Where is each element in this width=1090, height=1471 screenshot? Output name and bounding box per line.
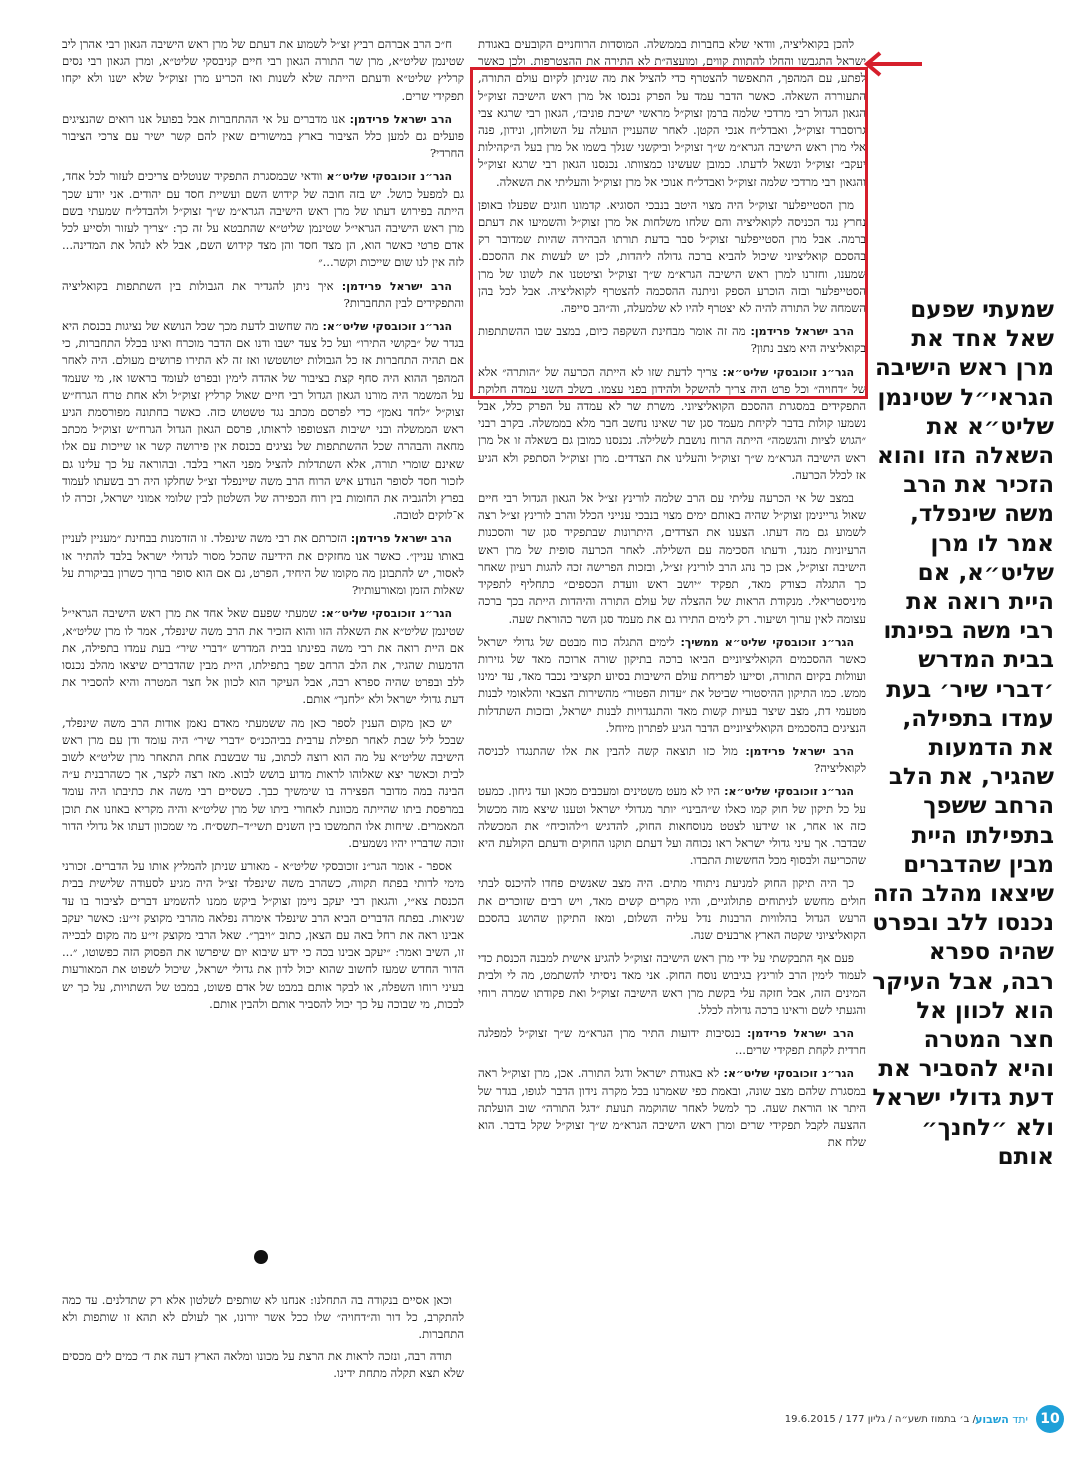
paragraph-text: איך ניתן להגדיר את הגבולות בין השתתפות בקואליציה והתפקידים לבין התחברות? (62, 278, 464, 310)
paragraph (478, 634, 866, 737)
paragraph (62, 36, 464, 105)
paragraph (62, 715, 464, 853)
paragraph-text: פעם אף התבקשתי על ידי מרן ראש הישיבה זצוק״ל להגיע אישית למבנה הכנסת כדי לעמוד לימין הרב לורינץ בגיבוש נוסח החוק. אני מאד ניסיתי להשתמט, מה לי ולבית המינים הזה, אבל חזקה עלי בקשת מרן ראש הישיבה זצוק״ל ואת פקודתו שמרה רוחי והגעתי לשם וראינו ברכה גדולה לכלל. (478, 951, 866, 1017)
paragraph-text: מה זה אומר מבחינת השקפה כיום, במצב שבו ההשתתפות בקואליציה היא מצב נתון? (478, 324, 866, 356)
speaker-label: הגר״נ זוכובסקי שליט״א: (321, 607, 453, 621)
paragraph (62, 168, 464, 271)
paragraph (62, 1348, 464, 1382)
speaker-label: הרב ישראל פרידמן: (747, 1026, 854, 1040)
paragraph (478, 1025, 866, 1059)
paragraph-text: מה שחשוב לדעת מכך שכל הנושא של נציגות בכנסת היא בגדר של ״בקושי התירו״ ועל כל צעד ישבו ודנו אם הדבר מוכרח ואינו בכלל התחברות, כי אם תהיה התחברות אז כל הגבולות יטושטשו ואז זה לא התירו פרושים מעולם. היה לאחר המהפך ההוא היה סחף קצת בציבור של אהדה לימין ובפרט לעומד בראשו אז, מי שעמד על המשמר היה מורנו הגאון הגדול רבי חיים שאול קרליץ זצוק״ל ולא אחת טרח הגרח״ש זצוק״ל ״לחד נאמן״ כדי לפרסם מכתב נגד טשטוש כזה. כאשר בחתונה מפורסמת הגיע ראש הממשלה ובני ישיבות הצטופפו לראותו, פרסם הגאון הגדול הגרח״ש זצוק״ל מכתב מחאה והבהרה שכל ההשתתפות של נציגים בכנסת אין פירושה קשר או שייכות עם אלו שאינם שומרי תורה, אלא השתדלות להציל מפני הארי בלבד. ובהוראה על כך עלינו גם לזכור חסד לסופר הנודע איש הרוח הרב משה שיינפלד זצ״ל שחלקו היה רב בשעתו לעמוד בפרץ ולהגביה את החומות בין רוח הכפירה של השלטון לבין שלומי אמוני ישראל, זכרה לו א־לוקים לטובה. (62, 319, 464, 523)
speaker-label: הגר״נ זוכובסקי שליט״א: (723, 1067, 854, 1081)
paragraph-text: צריך לדעת שזו לא הייתה הכרעה של ״הותרה״ אלא של ״דחויה״ וכל פרט היה צריך להישקל ולהידון בפני עצמו. בשלב השני עמדה חלוקת התפקידים במסגרת ההסכם הקואליציוני. משרת שר לא עמדה על הפרק כלל, אבל נשמעו קולות בדבר לקיחת מעמד סגן שר שאינו נחשב חבר מלא בממשלה. בקרב רבני ״הגוש לציות והגשמה״ הייתה הרוח נושבת לשלילה. נכנסנו כמובן גם בשאלה זו אל מרן ראש הישיבה הגרא״מ ש״ך זצוק״ל והעלינו את הצדדים. מרן זצוק״ל הסתפק ולא הגיע אז לכלל הכרעה. (478, 364, 866, 482)
paragraph (478, 1065, 866, 1151)
paragraph-text: אספר - אומר הגר״נ זוכובסקי שליט״א - מאורע שניתן להמליץ אותו על הדברים. זכורני מימי לדותי בפתח תקווה, כשהרב משה שינפלד זצ״ל היה מגיע לסעודה שלישית בבית הכנסת צא״י, והגאון רבי יעקב ניימן זצוק״ל ביקש ממנו להשמיע דברים לציבור בו עד שניאות. בפתח הדברים הביא הרב שינפלד אימרה נפלאה מהרבי מקוצק זי״ע: כאשר יעקב אבינו ראה את רחל באה עם הצאן, כתוב ״ויבך״. שאל הרבי מקוצק זי״ע מה מקום לבכייה זו, השיב ואמר: ״יעקב אבינו בכה כי ידע שיבוא יום שיפרשו את הפסוק הזה כפשוטו, ״... הדור החדש שמעז לחשוב שהוא יכול לדון את גדולי ישראל, שיכול לשפוט את המאורעות בעיני רוחו השפלה, או לבקר אותם במבט של אדם פשוט, במבט של השתויות, על כך יש לבכות, מי שבוכה על כך יכול להסביר אותם ולהבין אותם. (62, 859, 464, 1011)
paragraph-text: וודאי שבמסגרת התפקיד שנוטלים צריכים לעזור לכל אחד, גם למפעל כושל. יש בזה חובה של קידוש השם ועשיית חסד עם יהודים. אני יודע שכך הייתה בפירוש דעתו של מרן ראש הישיבה הגרא״מ ש״ך זצוק״ל ולהבדל״ח שמעתי בשם מרן ראש הישיבה הגראי״ל שטינמן שליט״א שהתבטא על זה כך: ״צריך לעזור ולסייע לכל אדם פרטי כאשר הוא, הן מצד חסד והן מצד קידוש השם, אבל לא לנהל את המדינה... לזה אין לנו שום שייכות וקשר...״ (62, 169, 464, 270)
paragraph (478, 875, 866, 944)
speaker-label: הרב ישראל פרידמן: (750, 325, 854, 339)
magazine-name: השבוע (975, 1413, 1009, 1426)
speaker-label: הגר״נ זוכובסקי שליט״א: (724, 785, 854, 799)
paragraph-text: היו לא מעט משטינים ומעכבים מכאן ועד גיחון. כמעט על כל תיקון של חוק קמו כאלו ש״הבינו״ יותר מגדולי ישראל וטענו שיצא מזה מכשול כזה או אחר, או שידעו לצטט מנוסחאות החוק, להדגיש ו״להוכיח״ את המכשלה שבדבר. אך עיני גדולי ישראל ראו נכוחה ועל דעתם תוקנו החוקים ודעתם הקולעת היא שהכריעה ולבסוף מכל החששות התבדו. (478, 784, 866, 868)
paragraph (62, 278, 464, 312)
issue-info: / ב׳ בתמוז תשע״ה / גליון 177 / 19.6.2015 (784, 1414, 976, 1425)
paragraph (62, 318, 464, 524)
speaker-label: הגר״נ זוכובסקי שליט״א ממשיך: (680, 635, 854, 649)
magazine-prefix: יתד (1012, 1413, 1028, 1426)
closing-paragraphs (62, 1292, 464, 1386)
speaker-label: הגר״נ זוכובסקי שליט״א: (722, 365, 855, 379)
page-footer (780, 1405, 1080, 1435)
paragraph-text: בנסיבות ידועות התיר מרן הגרא״מ ש״ך זצוק״ל למפלגה חרדית לקחת תפקידי שרים... (478, 1025, 866, 1058)
section-bullet (254, 1250, 268, 1264)
highlight-box (470, 67, 868, 399)
paragraph-text: במצב של אי הכרעה עליתי עם הרב שלמה לורינץ זצ״ל אל הגאון הגדול רבי חיים שאול גריינימן זצוק״ל שהיה באותם ימים מצוי בנבכי ענייני הכלל והרב לורינץ זצ״ל רצה לשמוע גם מה דעתו. הצענו את הצדדים, היתרונות שבתפקיד סגן שר והסכנות הרעיוניות מנגד, ודעתו הסכימה עם השלילה. לאחר הכרעה סופית של מרן ראש הישיבה זצוק״ל, אכן כך נהג הרב לורינץ זצ״ל, ובזכות הפרישה זכה להגות רעיון שאחר כך התגלה כצודק מאד, תפקיד ״יושב ראש וועדת הכספים״ כתחליף לתפקיד מיניסטריאלי. מנקודת הראות של ההצלה של עולם התורה והיהדות הייתה בכך ברכה עצומה לאין ערוך ושיעור. רק לימים התירו גם את מעמד סגן השר כהוראת שעה. (478, 491, 867, 626)
speaker-label: הרב ישראל פרידמן: (341, 279, 452, 293)
speaker-label: הרב ישראל פרידמן: (350, 532, 452, 546)
speaker-label: הרב ישראל פרידמן: (745, 744, 855, 758)
paragraph-text: לימים התגלה כוח מבטם של גדולי ישראל כאשר ההסכמים הקואליציוניים הביאו ברכה בתיקון שורה ארוכה מאד של גזירות ועוולות בקיום התורה, וסייעו לפריחת עולם הישיבות בסיוע תקציבי נכבד מאד, עד ימינו ממש. כמו התיקון ההיסטורי שביטל את ״עדות הפטור״ מהשירות הצבאי והלאומי לבנות מטעמי דת, מצב שיצר בעיות קשות מאד והתנגדויות לבנות ישראל, ובזכות השתדלות הנציגים בהסכמים הקואליציוניים הדבר הגיע לפתרון מיוחל. (478, 634, 866, 735)
paragraph (478, 950, 866, 1019)
paragraph (62, 530, 464, 599)
paragraph (478, 490, 866, 628)
paragraph-text: לא באגודת ישראל ודגל התורה. אכן, מרן זצוק״ל ראה במסגרת שלהם מצב שונה, ובאמת כפי שאמרנו בכל מקרה נידון הדבר לגופו, בגדר של היתר או הוראת שעה. כך למשל לאחר שהוקמה תנועת ״דגל התורה״ שוב הועלתה ההצעה לקבל תפקידי שרים ומרן ראש הישיבה הגרא״מ ש״ך זצוק״ל שקל בדבר. הוא שלח את (478, 1066, 866, 1150)
paragraph-text: מרן הסטייפלער זצוק״ל היה מצוי היטב בנבכי הסוגיא. קדמונו חוגים שפעלו באופן נחרץ נגד הכניסה לקואליציה והם שלחו משלחות אל מרן זצוק״ל והשמיעו את דעתם ברמה. אבל מרן הסטייפלער זצוק״ל סבר בדעת תורתו הבהירה שהיות שמדובר רק בהסכם קואליציוני שיכול להביא ברכה גדולה ליהדות, לכן יש לעשות את ההסכם. שמענו, וחזרנו למרן ראש הישיבה הגרא״מ ש״ך זצוק״ל וציטטנו את לשונו של מרן הסטייפלער ובזה הוכרע הספק וניתנה ההסכמה להצטרף לקואליציה. אבל לכל בהן השמחה של התורה להיה לא יצטרף להיו לא שלמעלה, וה״הב סייפה. (478, 197, 866, 316)
paragraph (62, 111, 464, 163)
pull-quote: שמעתי שפעם שאל אחד את מרן ראש הישיבה הגראי״ל שטינמן שליט״א את השאלה הזו והוא הזכיר את הרב משה שינפלד, אמר לו מרן שליט״א, אם היית רואה את רבי משה בפינתו בבית המדרש ׳דברי שיר׳ בעת עמדו בתפילה, את הדמעות שהגיר, את הלב הרחב ששפך בתפילתו היית מבין שהדברים שיצאו מהלב הזה נכנסו ללב ובפרט שהיה ספרא רבה, אבל העיקר הוא לכוון אל חצר המטרה והיא להסביר את דעת גדולי ישראל ולא ״לחנך״ אותם (872, 297, 1054, 1170)
paragraph-text: להכן בקואליציה, וודאי שלא בחברות בממשלה. המוסדות הרוחניים הקובעים באגודת ישראל התגבשו והחלו להתוות קווים, ומועצה״ת לא התירה את ההצטרפות. ולכן כאשר לפתע, עם המהפך, התאפשר להצטרף כדי להציל את מה שניתן לקיום עולם התורה, התעוררה השאלה. כאשר הדבר עמד על הפרק נכנסו אל מרן ראש הישיבה זצוק״ל הגאון הגדול רבי מרדכי שלמה ברמן זצוק״ל מראשי ישיבת פוניבז׳, הגאון רבי שרגא צבי גרוסברד זצוק״ל, ואבדל״ח אנכי הקטן. לאחר שהעניין הועלה על השולחן, ונידון, פנה אלי מרן ראש הישיבה הגרא״מ ש״ך זצוק״ל וביקשני שנלך בשמו אל מרן בעל ה״קהילות יעקב״ זצוק״ל ונשאל לדעתו. כמובן שעשינו כמצוותו. נכנסנו הגאון רבי שרגא זצוק״ל והגאון רבי מרדכי שלמה זצוק״ל ואבדל״ח אנוכי אל מרן זצוק״ל והעליתי את השאלה. (478, 37, 866, 189)
speaker-label: הרב ישראל פרידמן: (349, 112, 453, 126)
paragraph-text: כך היה תיקון החוק למניעת ניתוחי מתים. היה מצב שאנשים פחדו להיכנס לבתי חולים מחשש לניתוחים פתולוגיים, והיו מקרים קשים מאד, ויש רבים שזוכרים את הרעש הגדול בהלוויות הרבנות נדל עליה השלום, ומאז התיקון שהושג בהסכם הקואליציוני שקטה הארץ ארבעים שנה. (478, 876, 866, 942)
paragraph-text: אנו מדברים על אי ההתחברות אבל בפועל אנו רואים שהנציגים פועלים גם למען כלל הציבור בארץ במישורים שאין להם קשר ישיר עם צרכי הציבור החרדי? (62, 111, 464, 161)
speaker-label: הגר״נ זוכובסקי שליט״א: (322, 320, 453, 334)
paragraph-text: מול כזו תוצאה קשה להבין את אלו שהתנגדו לכניסה לקואליציה? (478, 743, 866, 776)
magazine-title (975, 1413, 1028, 1426)
paragraph (62, 1292, 464, 1344)
paragraph (62, 605, 464, 708)
paragraph-text: וכאן אסיים בנקודה בה התחלנו: אנחנו לא שותפים לשלטון אלא רק שתדלנים. עד כמה להתקרב, כל דור וה״דחויה״ שלו ככל אשר יורונו, אך לעולם לא תהא זו שותפות ולא התחברות. (62, 1293, 464, 1342)
paragraph-text: יש כאן מקום הענין לספר כאן מה ששמעתי מאדם נאמן אודות הרב משה שינפלד, שבכל ליל שבת לאחר תפילת ערבית בביהכנ״ס ״דברי שיר״ היה עומד ודן עם מרן ראש הישיבה שליט״א על מה הוא רוצה לכתוב, עד שבשבת אחת התאחר מרן שליט״א לשוב לבית וכאשר יצא שאלוהו לראות מדוע בושש לבוא. מאז רצה לקצר, אך כשהרבנית ע״ה הבינה במה מדובר הפצירה בו שימשיך כבך. כשסיים רבי משה את כתיבתו היה עומד במרפסת ביתו שהייתה מכוונת לאחורי ביתו של מרן שליט״א והיה מקריא באוזנו את תוכן המאמרים. שיחות אלו התמשכו בין השנים תשי״ד–תשס״ח. מי שמכוון דעתו אל גדולי הדור זוכה שדבריו יהיו נשמעים. (62, 715, 464, 850)
paragraph-text: שמעתי שפעם שאל אחד את מרן ראש הישיבה הגראי״ל שטינמן שליט״א את השאלה הזו והוא הזכיר את הרב משה שינפלד, אמר לו מרן שליט״א, אם היית רואה את רבי משה בפינתו בבית המדרש ״דברי שיר״ בעת עמדו בתפילה, את הדמעות שהגיר, את הלב הרחב שפך בתפילתו, היית מבין שהדברים שיצאו מהלב נכנסו ללב ובפרט שהיה ספרא רבה, אבל העיקר הוא לכוון אל חצר המטרה והיא להסביר את דעת גדולי ישראל ולא ״לחנך״ אותם. (62, 606, 464, 707)
paragraph-text: תודה רבה, ונזכה לראות את הרצת על מכונו ומלאה הארץ דעה את ד׳ כמים לים מכסים שלא תצא תקלה מתחת ידינו. (62, 1348, 464, 1380)
page-number: 10 (1036, 1405, 1064, 1433)
paragraph (478, 783, 866, 869)
paragraph (62, 858, 464, 1013)
left-article-column (62, 36, 464, 1019)
paragraph-text: הזכרתם את רבי משה שינפלד. זו הזדמנות בבחינת ״מעניין לעניין באותו עניין״. כאשר אנו מחזקים את הידיעה שהכל מסור לגדולי ישראל בלבד להתיר או לאסור, יש להתבונן מה מקומו של היחיד, הפרט, גם אם הוא סופר ברוך כשרון בביקורת על שאלות הזמן ומאורעותיו? (62, 531, 464, 598)
paragraph (478, 743, 866, 777)
paragraph-text: ח״כ הרב אברהם רביץ זצ״ל לשמוע את דעתם של מרן ראש הישיבה הגאון רבי אהרן ליב שטינמן שליט״א, מרן שר התורה הגאון רבי חיים קניבסקי שליט״א, ומרן הגאון רבי נסים קרליץ שליט״א ודעתם הייתה שלא לשנות ואז הכריע מרן זצוק״ל שלא ישנו ולא יקחו תפקידי שרים. (62, 37, 464, 103)
red-arrow-icon (862, 50, 924, 78)
speaker-label: הגר״נ זוכובסקי שליט״א (326, 170, 453, 184)
